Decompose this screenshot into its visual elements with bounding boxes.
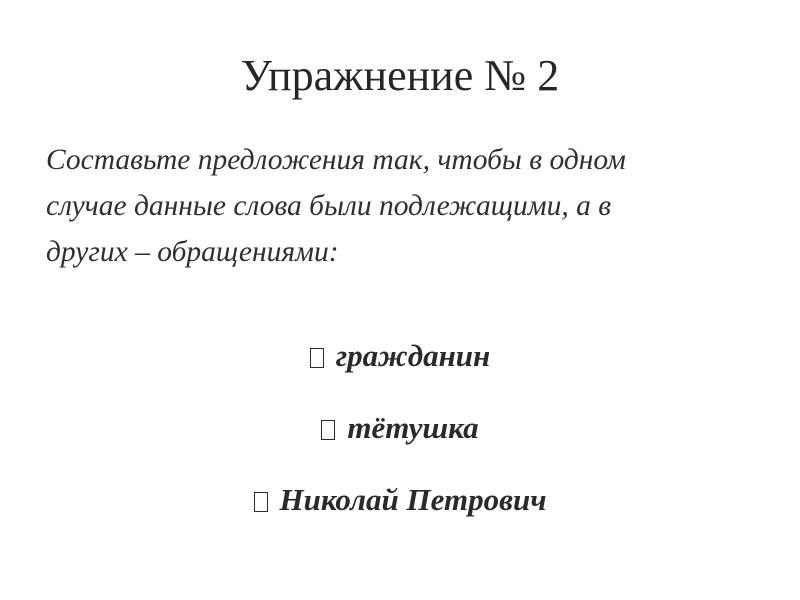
slide-title: Упражнение № 2 xyxy=(240,51,560,100)
word-text: Николай Петрович xyxy=(279,482,547,517)
missing-glyph-box-icon xyxy=(321,420,335,440)
task-line: Составьте предложения так, чтобы в одном xyxy=(46,144,626,176)
word-text: тётушка xyxy=(347,410,479,445)
word-text: гражданин xyxy=(335,338,491,373)
task-line: случае данные слова были подлежащими, а в xyxy=(46,190,612,222)
task-line: других – обращениями: xyxy=(46,236,339,268)
missing-glyph-box-icon xyxy=(310,348,324,368)
task-instructions xyxy=(46,137,766,275)
word-item xyxy=(0,406,800,478)
missing-glyph-box-icon xyxy=(254,492,268,512)
word-item xyxy=(0,334,800,406)
word-list xyxy=(0,334,800,550)
word-item xyxy=(0,478,800,550)
